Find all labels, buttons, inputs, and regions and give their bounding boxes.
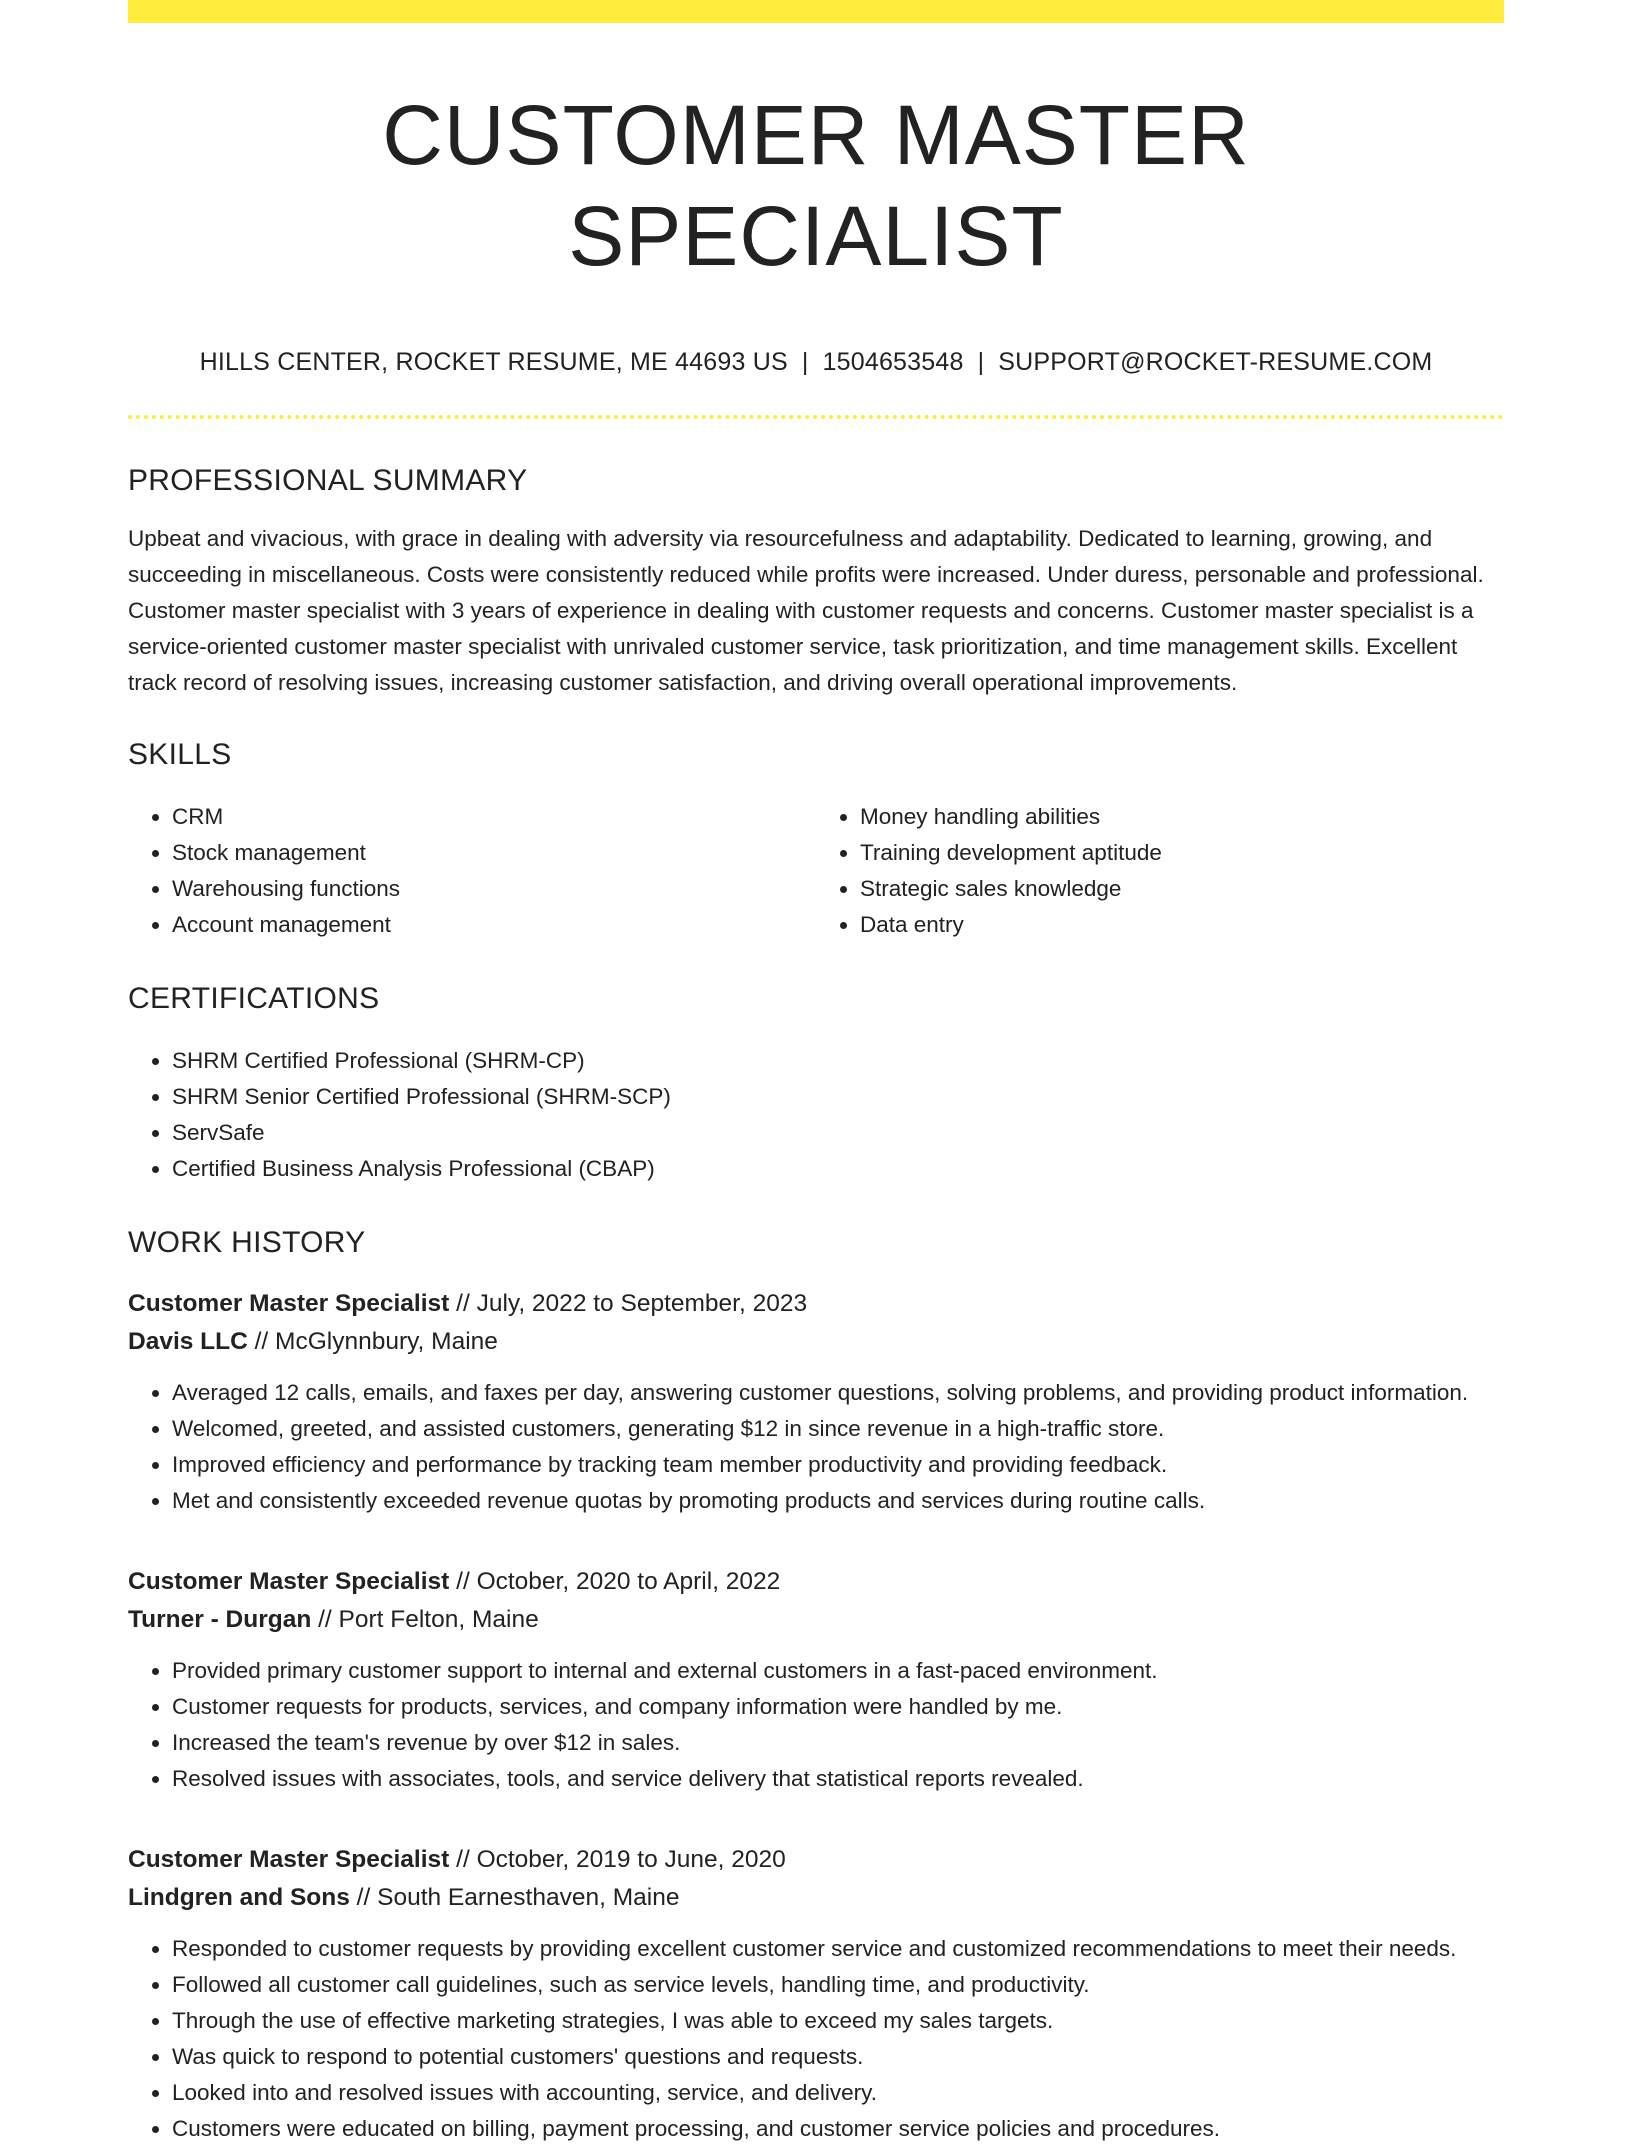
skill-item: • Warehousing functions	[172, 871, 816, 907]
job-entry	[128, 1841, 1504, 2147]
skill-item: • Data entry	[860, 907, 1504, 943]
resume-name-title: CUSTOMER MASTER SPECIALIST	[382, 88, 1250, 283]
job-role: Customer Master Specialist	[128, 1289, 450, 1317]
skill-item: • Strategic sales knowledge	[860, 871, 1504, 907]
skills-list-left	[128, 799, 816, 943]
job-bullet: • Averaged 12 calls, emails, and faxes per day, answering customer questions, solving problems, and providing product information.	[172, 1375, 1504, 1411]
job-bullet: • Followed all customer call guidelines, such as service levels, handling time, and productivity.	[172, 1967, 1504, 2003]
job-bullet: • Through the use of effective marketing strategies, I was able to exceed my sales targets.	[172, 2003, 1504, 2039]
job-company: Turner - Durgan	[128, 1605, 312, 1633]
certification-item: • ServSafe	[172, 1115, 1504, 1151]
job-location: // Port Felton, Maine	[311, 1605, 539, 1633]
job-bullet: • Welcomed, greeted, and assisted customers, generating $12 in since revenue in a high-traffic store.	[172, 1411, 1504, 1447]
job-entry	[128, 1563, 1504, 1797]
job-bullet: • Was quick to respond to potential customers' questions and requests.	[172, 2039, 1504, 2075]
job-bullet: • Met and consistently exceeded revenue quotas by promoting products and services during routine calls.	[172, 1483, 1504, 1519]
job-role: Customer Master Specialist	[128, 1845, 450, 1873]
job-bullet: • Increased the team's revenue by over $12 in sales.	[172, 1725, 1504, 1761]
job-company-line	[128, 1323, 1504, 1361]
job-bullet: • Provided primary customer support to internal and external customers in a fast-paced environment.	[172, 1653, 1504, 1689]
job-bullet: • Improved efficiency and performance by tracking team member productivity and providing feedback.	[172, 1447, 1504, 1483]
job-role-line	[128, 1285, 1504, 1323]
skill-item: • Stock management	[172, 835, 816, 871]
top-accent-bar	[128, 0, 1504, 23]
contact-separator: |	[801, 347, 809, 376]
job-bullet: • Responded to customer requests by providing excellent customer service and customized recommendations to meet their needs.	[172, 1931, 1504, 1967]
job-bullets	[128, 1375, 1504, 1519]
certification-item: • Certified Business Analysis Professional (CBAP)	[172, 1151, 1504, 1187]
skills-columns	[128, 799, 1504, 943]
certification-item: • SHRM Senior Certified Professional (SHRM-SCP)	[172, 1079, 1504, 1115]
dotted-divider	[128, 415, 1504, 419]
contact-address: HILLS CENTER, ROCKET RESUME, ME 44693 US	[199, 347, 788, 376]
summary-text: Upbeat and vivacious, with grace in dealing with adversity via resourcefulness and adaptability. Dedicated to learning, growing, and succeeding in miscellaneous. Costs were consistently reduced while profits were increased. Under duress, personable and professional. Customer master specialist with 3 years of experience in dealing with customer requests and concerns. Customer master specialist is a service-oriented customer master specialist with unrivaled customer service, task prioritization, and time management skills. Excellent track record of resolving issues, increasing customer satisfaction, and driving overall operational improvements.	[128, 525, 1484, 695]
job-bullets	[128, 1931, 1504, 2147]
job-bullet: • Customer requests for products, services, and company information were handled by me.	[172, 1689, 1504, 1725]
certifications-heading: CERTIFICATIONS	[128, 981, 380, 1015]
contact-email: SUPPORT@ROCKET-RESUME.COM	[998, 347, 1433, 376]
job-bullets	[128, 1653, 1504, 1797]
job-role-line	[128, 1841, 1504, 1879]
job-role: Customer Master Specialist	[128, 1567, 450, 1595]
skills-list-right	[816, 799, 1504, 943]
job-role-line	[128, 1563, 1504, 1601]
summary-heading: PROFESSIONAL SUMMARY	[128, 463, 528, 497]
skill-item: • Training development aptitude	[860, 835, 1504, 871]
skill-item: • Money handling abilities	[860, 799, 1504, 835]
contact-phone: 1504653548	[822, 347, 964, 376]
job-entry	[128, 1285, 1504, 1519]
job-bullet: • Resolved issues with associates, tools, and service delivery that statistical reports revealed.	[172, 1761, 1504, 1797]
job-dates: // October, 2019 to June, 2020	[449, 1845, 786, 1873]
certification-item: • SHRM Certified Professional (SHRM-CP)	[172, 1043, 1504, 1079]
contact-line	[128, 347, 1504, 377]
skill-item: • Account management	[172, 907, 816, 943]
work-history-heading: WORK HISTORY	[128, 1225, 366, 1259]
job-company-line	[128, 1879, 1504, 1917]
skills-heading: SKILLS	[128, 737, 232, 771]
job-bullet: • Looked into and resolved issues with accounting, service, and delivery.	[172, 2075, 1504, 2111]
job-dates: // July, 2022 to September, 2023	[449, 1289, 808, 1317]
job-location: // McGlynnbury, Maine	[247, 1327, 498, 1355]
job-company: Lindgren and Sons	[128, 1883, 350, 1911]
job-company-line	[128, 1601, 1504, 1639]
contact-separator: |	[977, 347, 985, 376]
job-location: // South Earnesthaven, Maine	[349, 1883, 680, 1911]
job-company: Davis LLC	[128, 1327, 248, 1355]
skill-item: • CRM	[172, 799, 816, 835]
job-dates: // October, 2020 to April, 2022	[449, 1567, 781, 1595]
job-bullet: • Customers were educated on billing, payment processing, and customer service policies and procedures.	[172, 2111, 1504, 2147]
resume-page	[128, 0, 1504, 2147]
certifications-list	[128, 1043, 1504, 1187]
